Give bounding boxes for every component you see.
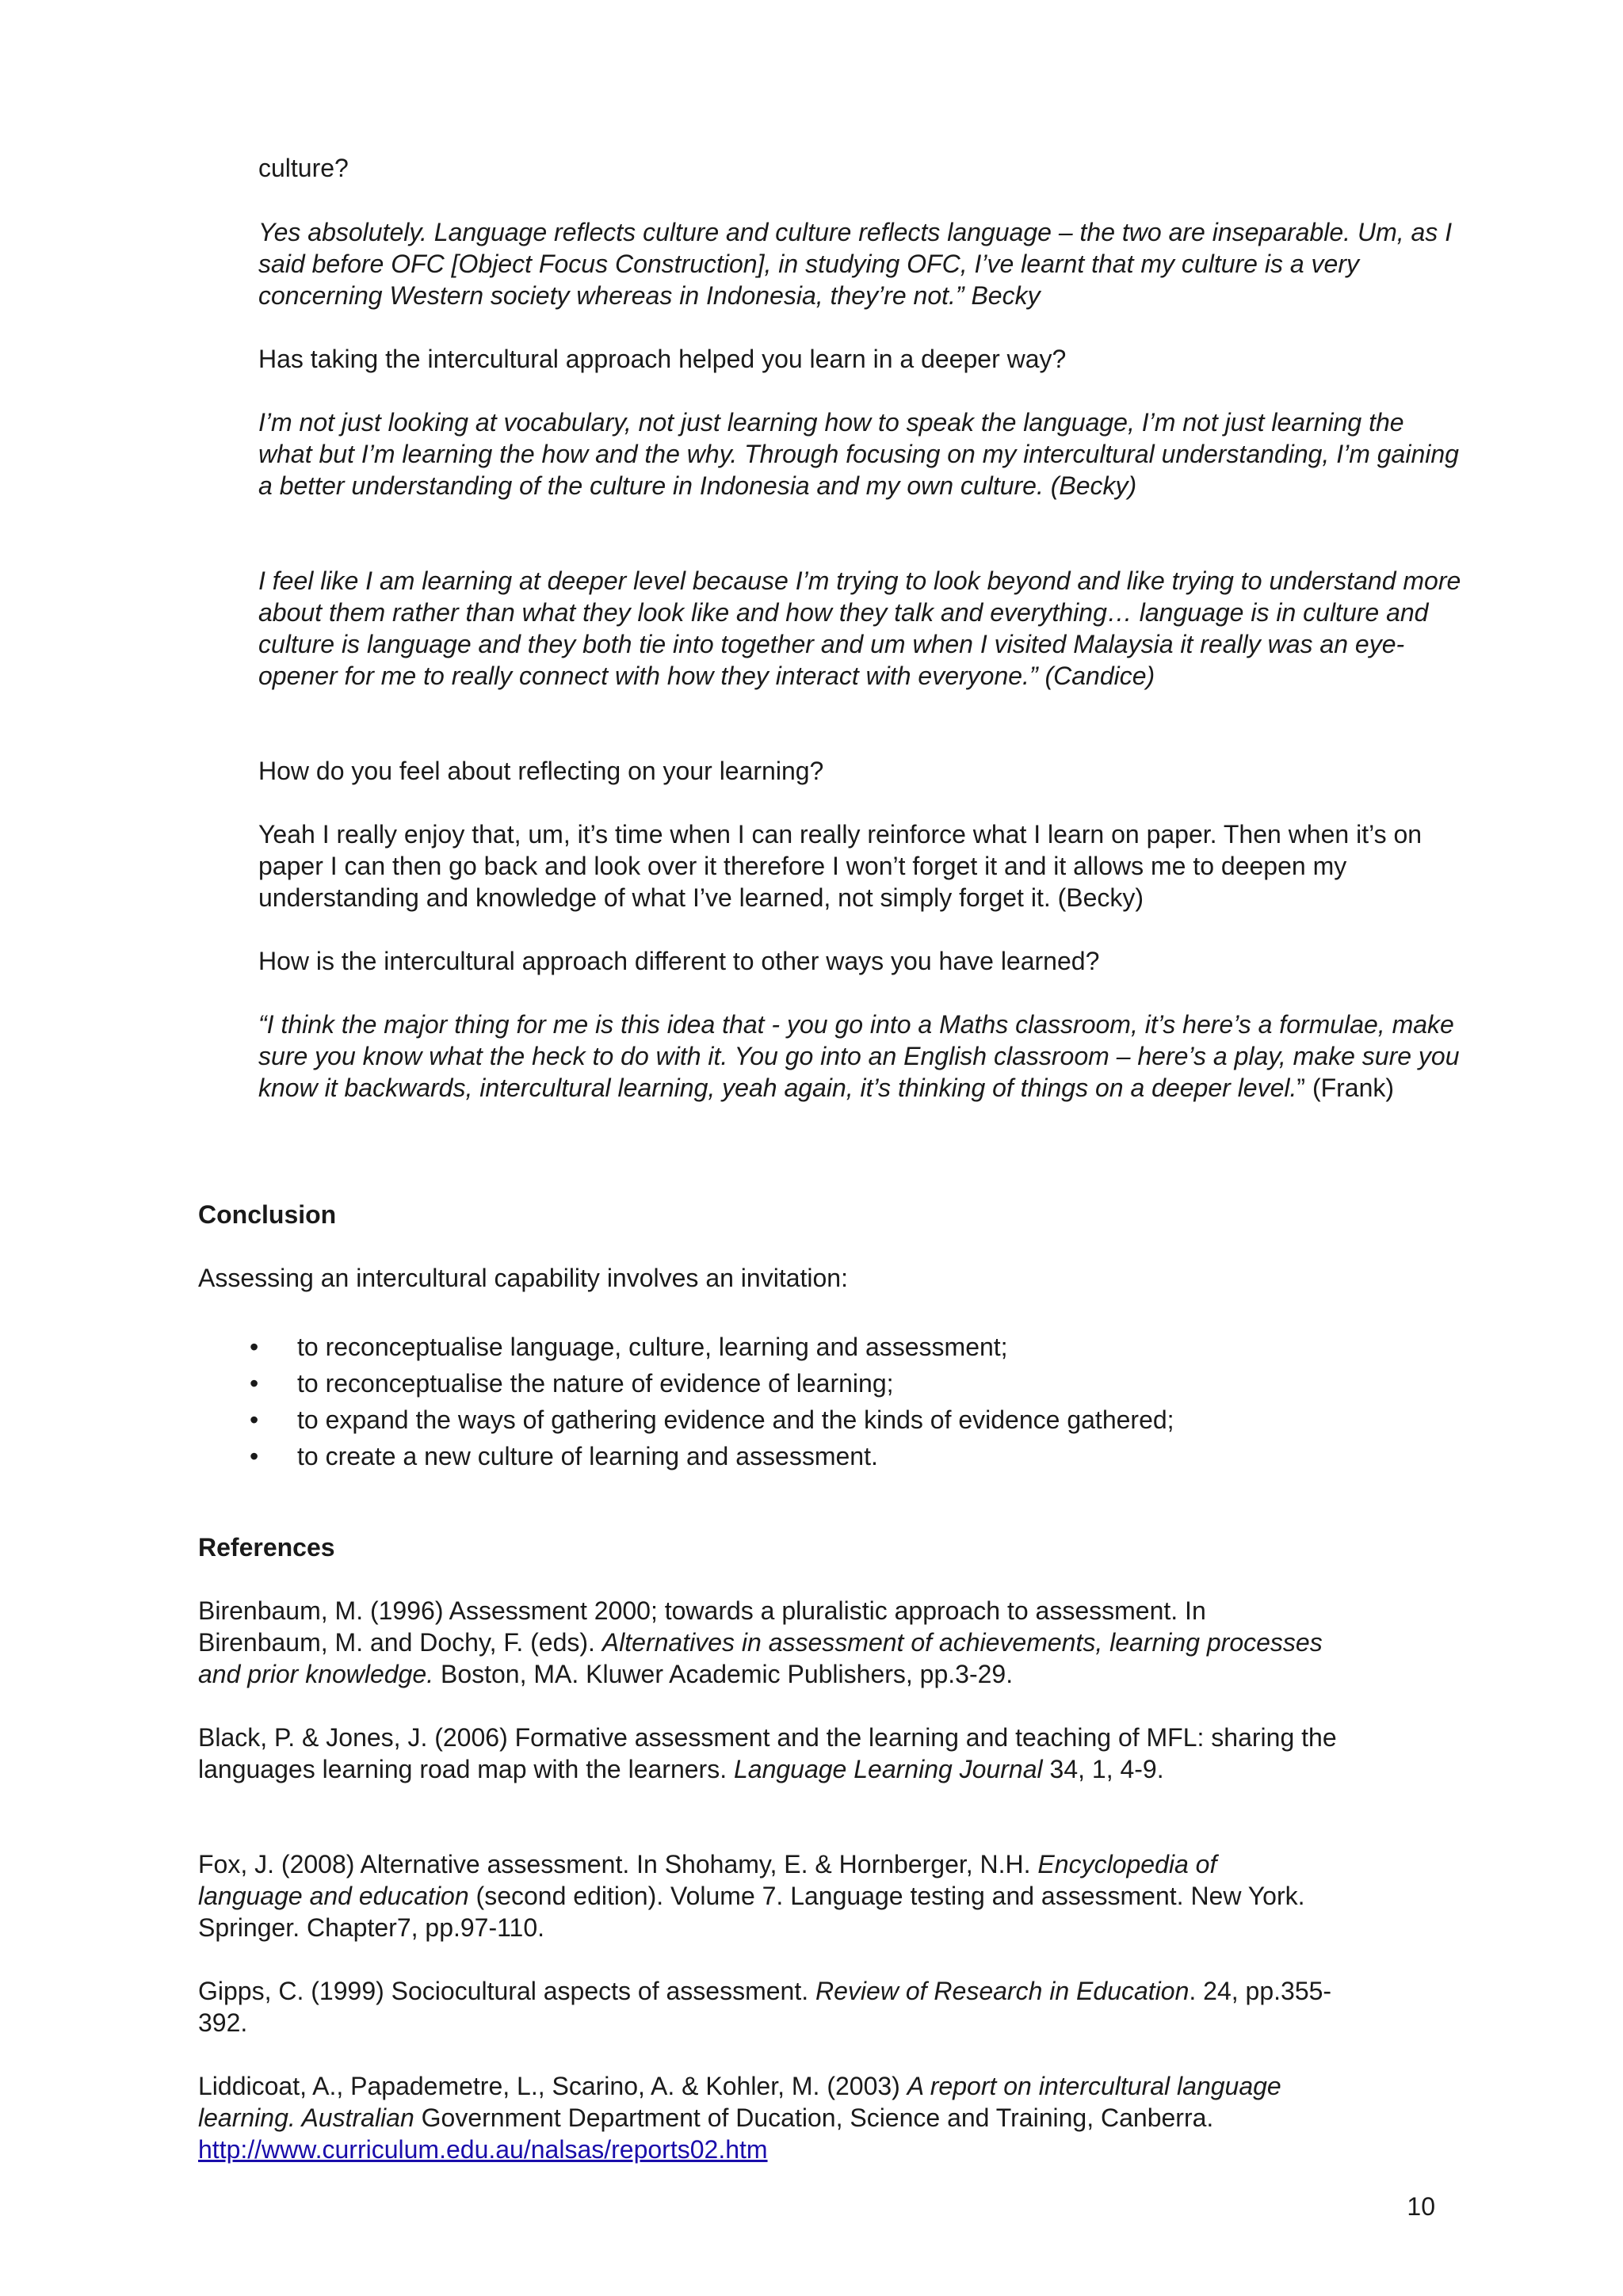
list-item: • to reconceptualise language, culture, learning and assessment; bbox=[250, 1333, 1008, 1361]
conclusion-intro: Assessing an intercultural capability involves an invitation: bbox=[198, 1264, 848, 1292]
bullet-icon: • bbox=[250, 1442, 259, 1470]
reference-fox: Fox, J. (2008) Alternative assessment. In Shohamy, E. & Hornberger, N.H. Encyclopedia of language and education (second edition). Volume 7. Language testing and assessment. New York. Springer. Chapter7, pp.97-110. bbox=[198, 1850, 1305, 1942]
question-reflecting: How do you feel about reflecting on your learning? bbox=[258, 757, 824, 785]
list-item: • to create a new culture of learning and assessment. bbox=[250, 1442, 878, 1470]
reference-link[interactable]: http://www.curriculum.edu.au/nalsas/reports02.htm bbox=[198, 2135, 768, 2164]
question-tail: culture? bbox=[258, 154, 349, 182]
answer-frank-quote: “I think the major thing for me is this idea that - you go into a Maths classroom, it’s here’s a formulae, make sure you know what the heck to do with it. You go into an English classroom – here’s a play, make sure you know it backwards, intercultural learning, yeah again, it’s thinking of things on a deeper level. bbox=[258, 1010, 1460, 1102]
answer-candice: I feel like I am learning at deeper level because I’m trying to look beyond and like trying to understand more about them rather than what they look like and how they talk and everything… language is in culture and culture is language and they both tie into together and um when I visited Malaysia it really was an eye-opener for me to really connect with how they interact with everyone.” (Candice) bbox=[258, 566, 1461, 690]
bullet-icon: • bbox=[250, 1405, 259, 1434]
conclusion-heading: Conclusion bbox=[198, 1200, 337, 1229]
list-item: • to expand the ways of gathering evidence and the kinds of evidence gathered; bbox=[250, 1405, 1174, 1434]
page-number: 10 bbox=[1407, 2192, 1435, 2221]
reference-gipps: Gipps, C. (1999) Sociocultural aspects of assessment. Review of Research in Education. 24, pp.355-392. bbox=[198, 1977, 1332, 2037]
bullet-icon: • bbox=[250, 1333, 259, 1361]
reference-birenbaum: Birenbaum, M. (1996) Assessment 2000; towards a pluralistic approach to assessment. In Birenbaum, M. and Dochy, F. (eds). Alternatives in assessment of achievements, learning processes and prior knowledge. Boston, MA. Kluwer Academic Publishers, pp.3-29. bbox=[198, 1596, 1323, 1688]
question-different: How is the intercultural approach different to other ways you have learned? bbox=[258, 947, 1100, 975]
reference-liddicoat: Liddicoat, A., Papademetre, L., Scarino, A. & Kohler, M. (2003) A report on intercultural language learning. Australian Government Department of Ducation, Science and Training, Canberra. http://www.curriculum.edu.au/nalsas/reports02.htm bbox=[198, 2072, 1281, 2164]
answer-frank bbox=[258, 1009, 1463, 1104]
references-heading: References bbox=[198, 1533, 335, 1562]
list-item: • to reconceptualise the nature of evidence of learning; bbox=[250, 1369, 894, 1398]
answer-becky-2: I’m not just looking at vocabulary, not just learning how to speak the language, I’m not just learning the what but I’m learning the how and the why. Through focusing on my intercultural understanding, I’m gaining a better understanding of the culture in Indonesia and my own culture. (Becky) bbox=[258, 408, 1459, 500]
conclusion-bullet-list bbox=[198, 1331, 1434, 1477]
answer-becky-3: Yeah I really enjoy that, um, it’s time when I can really reinforce what I learn on paper. Then when it’s on paper I can then go back and look over it therefore I won’t forget it and it allows me to deepen my understanding and knowledge of what I’ve learned, not simply forget it. (Becky) bbox=[258, 820, 1423, 912]
answer-becky-1: Yes absolutely. Language reflects culture and culture reflects language – the two are inseparable. Um, as I said before OFC [Object Focus Construction], in studying OFC, I’ve learnt that my culture is a very concerning Western society whereas in Indonesia, they’re not.” Becky bbox=[258, 218, 1453, 310]
reference-black-jones: Black, P. & Jones, J. (2006) Formative assessment and the learning and teaching of MFL: sharing the languages learning road map with the learners. Language Learning Journal 34, 1, 4-9. bbox=[198, 1723, 1337, 1783]
answer-frank-attribution: ” (Frank) bbox=[1296, 1074, 1395, 1102]
question-deeper-way: Has taking the intercultural approach helped you learn in a deeper way? bbox=[258, 345, 1067, 373]
bullet-icon: • bbox=[250, 1369, 259, 1398]
